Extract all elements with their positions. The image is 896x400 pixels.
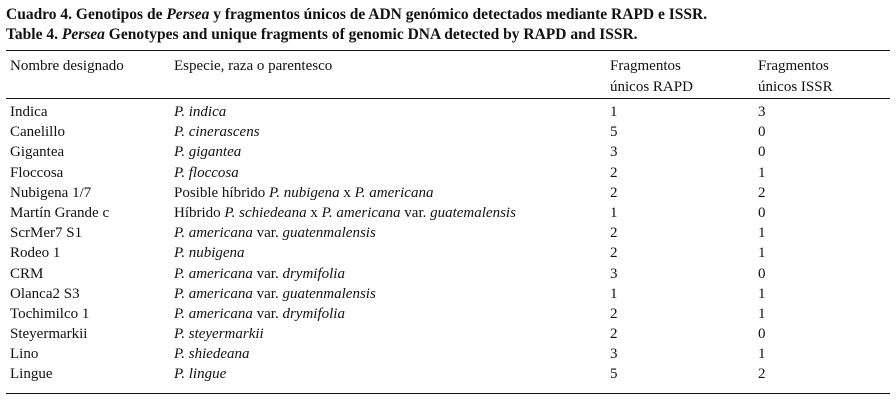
table-row	[0, 203, 896, 223]
species-segment: drymifolia	[282, 305, 345, 322]
cell-species	[174, 142, 241, 162]
header-rapd-line1: Fragmentos	[610, 58, 681, 74]
cell-species	[174, 243, 245, 263]
species-segment: P. floccosa	[174, 164, 239, 181]
table-header-rule	[6, 98, 890, 99]
species-segment: var.	[252, 225, 283, 242]
species-segment: P. nubigena	[174, 245, 245, 262]
species-segment: Posible híbrido	[174, 184, 270, 201]
cell-species	[174, 223, 376, 243]
table-row	[0, 344, 896, 364]
cell-name: Martín Grande c	[10, 204, 110, 221]
cell-issr: 0	[758, 265, 766, 282]
table-row	[0, 163, 896, 183]
table-row	[0, 142, 896, 162]
cell-rapd: 2	[610, 184, 618, 201]
species-segment: var.	[252, 265, 283, 282]
cell-rapd: 1	[610, 204, 618, 221]
table-body	[0, 102, 896, 385]
cell-issr: 1	[758, 225, 766, 242]
cell-rapd: 3	[610, 346, 618, 363]
cell-name: Gigantea	[10, 144, 65, 161]
species-segment: var.	[252, 305, 283, 322]
cell-species	[174, 364, 226, 384]
cell-issr: 2	[758, 366, 766, 383]
table-row	[0, 324, 896, 344]
cell-species	[174, 163, 239, 183]
species-segment: Híbrido	[174, 204, 225, 221]
species-segment: P. americana	[174, 225, 253, 242]
table-row	[0, 364, 896, 384]
species-segment: drymifolia	[282, 265, 345, 282]
caption-spanish	[6, 5, 707, 25]
caption-es-suffix: y fragmentos únicos de ADN genómico detectados mediante RAPD e ISSR.	[209, 6, 708, 23]
cell-name: Lingue	[10, 366, 53, 383]
cell-species	[174, 122, 260, 142]
caption-es-genus: Persea	[166, 6, 210, 23]
species-segment: P. americana	[174, 265, 253, 282]
table-row	[0, 122, 896, 142]
species-segment: P. nubigena	[269, 184, 340, 201]
cell-rapd: 1	[610, 285, 618, 302]
header-issr	[758, 56, 833, 98]
table-row	[0, 264, 896, 284]
table-row	[0, 284, 896, 304]
cell-name: Indica	[10, 104, 48, 120]
cell-name: Lino	[10, 346, 39, 363]
cell-species	[174, 264, 345, 284]
cell-name: Canelillo	[10, 124, 65, 141]
cell-name: Tochimilco 1	[10, 305, 90, 322]
header-rapd-line2: únicos RAPD	[610, 79, 693, 95]
header-issr-line1: Fragmentos	[758, 58, 829, 74]
cell-issr: 2	[758, 184, 766, 201]
cell-rapd: 1	[610, 104, 618, 120]
table-row	[0, 183, 896, 203]
species-segment: P. americana	[174, 285, 253, 302]
table-top-rule	[6, 50, 890, 51]
table-row	[0, 102, 896, 122]
cell-issr: 1	[758, 285, 766, 302]
species-segment: var.	[252, 285, 283, 302]
cell-rapd: 5	[610, 366, 618, 383]
header-species: Especie, raza o parentesco	[174, 58, 333, 74]
cell-rapd: 2	[610, 326, 618, 343]
cell-species	[174, 203, 516, 223]
table-row	[0, 223, 896, 243]
caption-en-suffix: Genotypes and unique fragments of genomic DNA detected by RAPD and ISSR.	[104, 26, 638, 43]
species-segment: guatemalensis	[430, 204, 516, 221]
header-name: Nombre designado	[10, 58, 124, 74]
cell-rapd: 3	[610, 265, 618, 282]
caption-es-prefix: Cuadro 4. Genotipos de	[6, 6, 167, 23]
cell-species	[174, 344, 250, 364]
cell-name: Steyermarkii	[10, 326, 88, 343]
cell-rapd: 3	[610, 144, 618, 161]
table-row	[0, 304, 896, 324]
species-segment: P. indica	[174, 104, 227, 120]
species-segment: x	[306, 204, 322, 221]
species-segment: P. shiedeana	[174, 346, 250, 363]
cell-species	[174, 304, 345, 324]
species-segment: P. americana	[354, 184, 434, 201]
cell-name: CRM	[10, 265, 44, 282]
species-segment: P. americana	[174, 305, 253, 322]
cell-issr: 1	[758, 346, 766, 363]
cell-name: Olanca2 S3	[10, 285, 80, 302]
cell-issr: 1	[758, 245, 766, 262]
cell-issr: 0	[758, 326, 766, 343]
species-segment: guatenmalensis	[282, 285, 376, 302]
cell-rapd: 2	[610, 164, 618, 181]
cell-issr: 1	[758, 305, 766, 322]
cell-issr: 0	[758, 204, 766, 221]
cell-issr: 3	[758, 104, 766, 120]
cell-species	[174, 324, 264, 344]
species-segment: P. americana	[321, 204, 401, 221]
header-issr-line2: únicos ISSR	[758, 79, 833, 95]
species-segment: P. lingue	[174, 366, 227, 383]
cell-rapd: 2	[610, 245, 618, 262]
caption-en-prefix: Table 4.	[6, 26, 62, 43]
caption-english	[6, 25, 638, 45]
table-row	[0, 243, 896, 263]
species-segment: P. cinerascens	[174, 124, 260, 141]
cell-issr: 1	[758, 164, 766, 181]
header-rapd	[610, 56, 693, 98]
caption-en-genus: Persea	[61, 26, 105, 43]
cell-species	[174, 284, 376, 304]
species-segment: var.	[400, 204, 431, 221]
cell-name: Floccosa	[10, 164, 64, 181]
cell-rapd: 2	[610, 225, 618, 242]
cell-rapd: 2	[610, 305, 618, 322]
species-segment: P. schiedeana	[224, 204, 307, 221]
species-segment: x	[339, 184, 355, 201]
cell-name: ScrMer7 S1	[10, 225, 83, 242]
cell-rapd: 5	[610, 124, 618, 141]
cell-name: Nubigena 1/7	[10, 184, 92, 201]
species-segment: P. gigantea	[174, 144, 242, 161]
cell-name: Rodeo 1	[10, 245, 61, 262]
cell-issr: 0	[758, 144, 766, 161]
cell-species	[174, 183, 433, 203]
species-segment: guatenmalensis	[282, 225, 376, 242]
cell-species	[174, 102, 226, 122]
table-bottom-rule	[6, 393, 890, 394]
species-segment: P. steyermarkii	[174, 326, 264, 343]
cell-issr: 0	[758, 124, 766, 141]
